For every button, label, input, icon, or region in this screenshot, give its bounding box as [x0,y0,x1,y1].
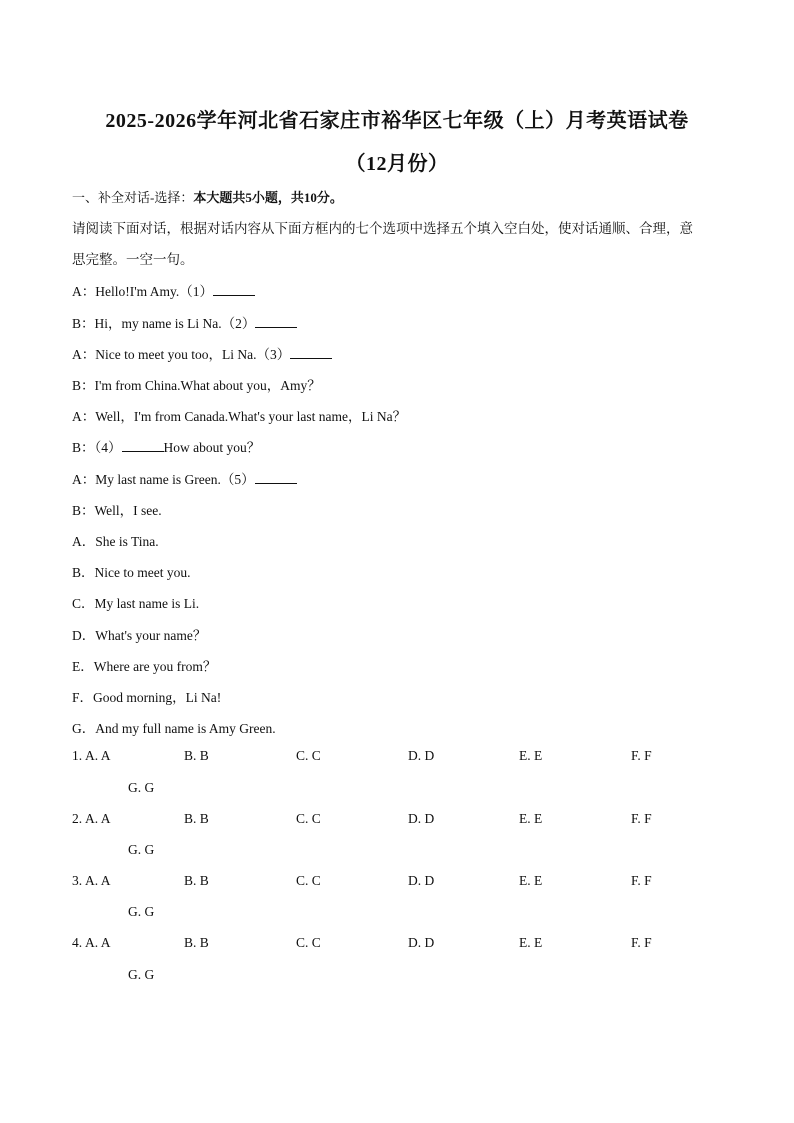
question-row [72,873,722,893]
option-item: F．Good morning，Li Na! [72,690,222,705]
choice-c[interactable]: C. C [296,748,321,763]
question-number: 3. [72,873,83,888]
choice-f[interactable]: F. F [631,935,652,950]
choice-d[interactable]: D. D [408,811,435,826]
choice-e[interactable]: E. E [519,811,543,826]
section-heading [72,187,343,206]
dialogue-text: A：Hello!I'm Amy.（1） [72,284,214,299]
exam-title: 2025-2026学年河北省石家庄市裕华区七年级（上）月考英语试卷 [105,110,689,132]
instruction-line-1: 请阅读下面对话，根据对话内容从下面方框内的七个选项中选择五个填入空白处，使对话通顺、合理，意 [72,221,693,236]
dialogue-line [72,499,162,519]
instruction-line-2: 思完整。一空一句。 [72,252,194,267]
dialogue-text-after: How about you？ [163,440,261,455]
dialogue-line [72,343,332,363]
option-item: E．Where are you from？ [72,659,217,674]
dialogue-text: A：My last name is Green.（5） [72,472,255,487]
choice-b[interactable]: B. B [184,811,209,826]
dialogue-line [72,405,406,425]
choice-e[interactable]: E. E [519,935,543,950]
dialogue-text: B：（4） [72,440,122,455]
dialogue-text: A：Well，I'm from Canada.What's your last name，Li Na？ [72,409,407,424]
choice-f[interactable]: F. F [631,748,652,763]
question-row [72,811,722,831]
choice-e[interactable]: E. E [519,873,543,888]
section-heading-prefix: 一、补全对话-选择： [72,190,194,205]
choice-g[interactable]: G. G [128,904,155,919]
choice-b[interactable]: B. B [184,873,209,888]
question-number: 1. [72,748,83,763]
choice-d[interactable]: D. D [408,873,435,888]
option-item: B．Nice to meet you. [72,565,191,580]
choice-a[interactable]: A. A [85,873,111,888]
choice-f[interactable]: F. F [631,811,652,826]
option-item: A．She is Tina. [72,534,159,549]
choice-a[interactable]: A. A [85,811,111,826]
choice-b[interactable]: B. B [184,935,209,950]
section-heading-suffix: 分。 [316,190,343,205]
dialogue-text: A：Nice to meet you too，Li Na.（3） [72,347,291,362]
dialogue-line [72,436,260,456]
dialogue-line [72,280,255,300]
choice-a[interactable]: A. A [85,935,111,950]
answer-blank [122,439,164,452]
section-heading-num2: 10 [303,190,317,205]
dialogue-text: B：Well，I see. [72,503,162,518]
choice-c[interactable]: C. C [296,811,321,826]
choice-f[interactable]: F. F [631,873,652,888]
question-number: 4. [72,935,83,950]
question-row [72,935,722,955]
option-item: C．My last name is Li. [72,596,200,611]
option-item: D．What's your name？ [72,628,207,643]
option-item: G．And my full name is Amy Green. [72,721,276,736]
choice-c[interactable]: C. C [296,935,321,950]
choice-c[interactable]: C. C [296,873,321,888]
choice-d[interactable]: D. D [408,935,435,950]
answer-blank [213,283,255,296]
section-heading-mid: 小题，共 [251,190,304,205]
dialogue-line [72,374,321,394]
choice-d[interactable]: D. D [408,748,435,763]
choice-b[interactable]: B. B [184,748,209,763]
section-heading-bold: 本大题共 [193,190,246,205]
dialogue-text: B：Hi，my name is Li Na.（2） [72,316,256,331]
section-heading-num1: 5 [245,190,252,205]
dialogue-line [72,468,297,488]
answer-blank [290,346,332,359]
question-number: 2. [72,811,83,826]
question-row [72,748,722,768]
choice-g[interactable]: G. G [128,780,155,795]
choice-a[interactable]: A. A [85,748,111,763]
dialogue-text: B：I'm from China.What about you，Amy？ [72,378,321,393]
answer-blank [255,315,297,328]
dialogue-line [72,312,297,332]
exam-subtitle: （12月份） [345,153,449,175]
choice-e[interactable]: E. E [519,748,543,763]
answer-blank [255,471,297,484]
choice-g[interactable]: G. G [128,967,155,982]
choice-g[interactable]: G. G [128,842,155,857]
